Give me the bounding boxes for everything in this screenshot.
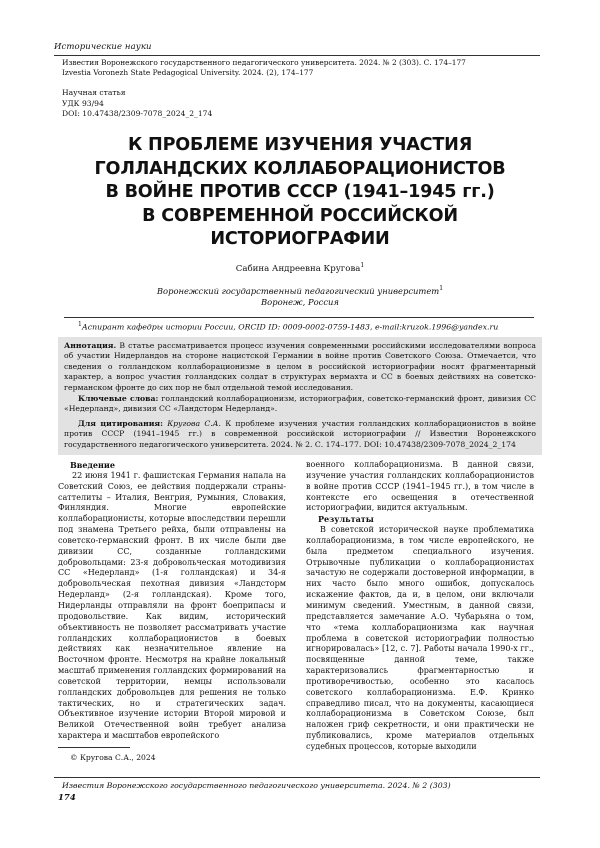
abstract-box [58,337,542,455]
section-tag: Исторические науки [54,42,152,52]
article-title [54,134,546,252]
keywords-text: голландский коллаборационизм, историография, советско-германский фронт, дивизия СС «Недерланд», дивизия СС «Ландсторм Недерланд». [64,394,536,414]
copyright: © Кругова С.А., 2024 [70,753,156,762]
title-line: В ВОЙНЕ ПРОТИВ СССР (1941–1945 гг.) [105,182,495,202]
article-type: Научная статья [62,88,126,97]
footer-journal: Известия Воронежского государственного педагогического университета. 2024. № 2 (303) [62,781,451,790]
intro-paragraph: 22 июня 1941 г. фашистская Германия напала на Советский Союз, ее действия поддержали страны-саттелиты – Италия, Венгрия, Румыния, Словакия, Финляндия. Многие европейские коллаборационисты, которые впоследствии перешли под знамена Третьего рейха, были отправлены на советско-германский фронт. В их числе были две дивизии СС, созданные голландскими добровольцами: 23-я добровольческая мотодивизия СС «Недерланд» (1-я голландская) и 34-я добровольческая пехотная дивизия «Ландсторм Недерланд» (2-я голландская). Кроме того, Нидерланды отправляли на фронт боеприпасы и продовольствие. Как видим, исторический объективность не позволяет рассматривать участие голландских коллаборационистов в боевых действиях как незначительное явление на Восточном фронте. Несмотря на крайне локальный масштаб применения голландских формирований на советской территории, немцы использовали голландских добровольцев для решения не только тактических, но и стратегических задач. Объективное изучение истории Второй мировой и Великой Отечественной войн требует анализа характера и масштабов европейского [58,470,287,741]
title-line: К ПРОБЛЕМЕ ИЗУЧЕНИЯ УЧАСТИЯ [127,135,473,155]
abstract-text: В статье рассматривается процесс изучения современными российскими исследователями вопроса об участии Нидерландов на стороне нацистской Германии в войне против Советского Союза. Отмечается, что сведения о голландском коллаборационизме в целом в российской историографии носят фрагментарный характер, а вопрос участия голландских солдат в структурах вермахта и СС в боевых действиях на советско-германском фронте до сих пор не был отдельной темой исследования. [64,341,536,392]
page-number: 174 [58,793,76,803]
author-note-sup: 1 [78,321,82,328]
journal-citation-en: Izvestia Voronezh State Pedagogical University. 2024. (2), 174–177 [62,68,314,77]
affiliation-rule [64,317,534,318]
author-name: Сабина Андреевна Кругова [235,263,361,274]
citation-author: Кругова С.А. [162,419,221,428]
affiliation-org [54,283,546,297]
author-note-text: Аспирант кафедры истории России, ORCID ID: 0009-0002-0759-1483, e-mail:kruzok.1996@yandex.ru [81,322,499,332]
journal-citation-ru: Известия Воронежского государственного педагогического университета. 2024. № 2 (303). С. 174–177 [62,58,466,67]
intro-continued: военного коллаборационизма. В данной связи, изучение участия голландских коллаборационистов в войне против СССР (1941–1945 гг.), в том числе в контексте его освещения в отечественной историографии, видится актуальным. [306,460,534,513]
results-paragraph: В советской исторической науке проблематика коллаборационизма, в том числе европейского, не была предметом специального изучения. Отрывочные публикации о коллаборационистах зачастую не содержали достоверной информации, в них часто было много ошибок, допускалось искажение фактов, да и, в целом, они включали минимум сведений. Уместным, в данной связи, представляется замечание А.О. Чубарьяна о том, что «тема коллаборационизма как научная проблема в советской историографии полностью игнорировалась» [12, с. 7]. Работы начала 1990-х гг., посвященные данной теме, также характеризовались фрагментарностью и противоречивостью, особенно это касалось советского коллаборационизма. Е.Ф. Кринко справедливо писал, что на документы, касающиеся коллаборационизма в Советском Союзе, был наложен гриф секретности, и они практически не публиковались, кроме материалов отдельных судебных процессов, которые выходили [306,525,534,751]
keywords [64,394,536,415]
title-line: ИСТОРИОГРАФИИ [210,229,390,249]
affiliation-city: Воронеж, Россия [261,297,339,307]
footer-rule [54,777,540,778]
affiliation-sup: 1 [439,285,444,292]
doi: DOI: 10.47438/2309-7078_2024_2_174 [62,109,213,118]
udc-code: УДК 93/94 [62,98,104,108]
intro-heading: Введение [70,460,115,470]
keywords-label: Ключевые слова: [78,394,159,403]
citation-text: К проблеме изучения участия голландских коллаборационистов в войне против СССР (1941–1945 гг.) в современной российской историографии // Известия Воронежского государственного педагогического университета. 2024. № 2. С. 174–177. DOI: 10.47438/2309-7078_2024_2_174 [64,419,536,449]
abstract [64,341,536,393]
citation [64,419,536,450]
author-note [78,321,498,332]
author [54,262,546,274]
author-sup: 1 [360,262,365,269]
citation-label: Для цитирования: [78,419,163,428]
title-line: ГОЛЛАНДСКИХ КОЛЛАБОРАЦИОНИСТОВ [94,158,506,179]
right-column [306,460,534,753]
header-rule [54,55,540,56]
footnote-rule [58,747,130,748]
results-heading: Результаты [318,514,374,525]
left-column [58,460,286,742]
title-line: В СОВРЕМЕННОЙ РОССИЙСКОЙ [142,205,458,226]
abstract-label: Аннотация. [64,341,117,350]
affiliation-name: Воронежский государственный педагогический университет [156,285,440,296]
